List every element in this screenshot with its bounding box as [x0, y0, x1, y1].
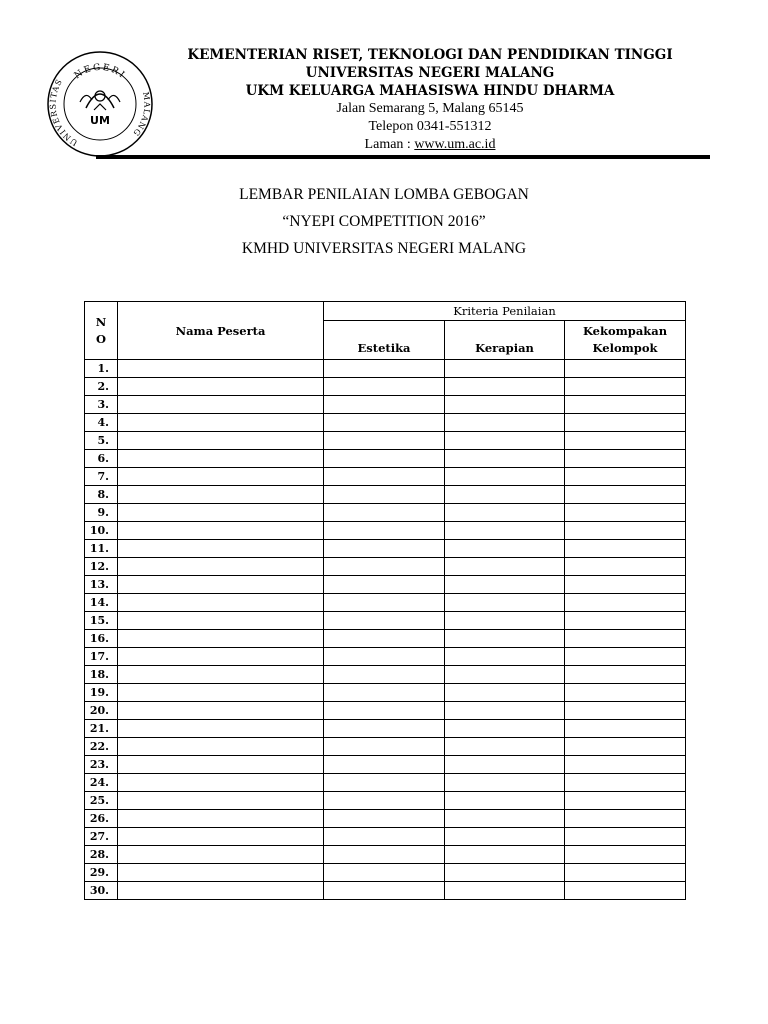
kerapian-cell[interactable] [445, 540, 565, 558]
estetika-cell[interactable] [324, 792, 445, 810]
kerapian-cell[interactable] [445, 432, 565, 450]
row-number: 2. [85, 378, 118, 396]
kekompakan-cell[interactable] [565, 864, 686, 882]
row-number: 14. [85, 594, 118, 612]
kekompakan-cell[interactable] [565, 522, 686, 540]
kerapian-cell[interactable] [445, 468, 565, 486]
kerapian-cell[interactable] [445, 630, 565, 648]
row-number: 8. [85, 486, 118, 504]
table-row [85, 504, 686, 522]
row-number: 12. [85, 558, 118, 576]
table-row [85, 558, 686, 576]
kerapian-cell[interactable] [445, 360, 565, 378]
table-row [85, 594, 686, 612]
letterhead [160, 46, 700, 154]
row-number: 10. [85, 522, 118, 540]
kekompakan-cell[interactable] [565, 414, 686, 432]
row-number: 19. [85, 684, 118, 702]
name-cell[interactable] [118, 756, 324, 774]
estetika-cell[interactable] [324, 522, 445, 540]
table-row [85, 414, 686, 432]
estetika-cell[interactable] [324, 468, 445, 486]
kerapian-cell[interactable] [445, 612, 565, 630]
document-titles [0, 181, 768, 262]
table-row [85, 540, 686, 558]
seal-center-text: UM [90, 114, 110, 127]
table-row [85, 522, 686, 540]
kerapian-cell[interactable] [445, 414, 565, 432]
seal-right-text: MALANG [130, 91, 152, 139]
estetika-cell[interactable] [324, 504, 445, 522]
estetika-cell[interactable] [324, 486, 445, 504]
name-cell[interactable] [118, 432, 324, 450]
kekompakan-cell[interactable] [565, 792, 686, 810]
estetika-cell[interactable] [324, 720, 445, 738]
name-cell[interactable] [118, 558, 324, 576]
kerapian-cell[interactable] [445, 684, 565, 702]
table-row [85, 684, 686, 702]
row-number: 25. [85, 792, 118, 810]
name-cell[interactable] [118, 576, 324, 594]
estetika-cell[interactable] [324, 756, 445, 774]
estetika-cell[interactable] [324, 576, 445, 594]
name-cell[interactable] [118, 684, 324, 702]
kekompakan-cell[interactable] [565, 810, 686, 828]
kekompakan-cell[interactable] [565, 360, 686, 378]
table-row [85, 468, 686, 486]
kerapian-cell[interactable] [445, 504, 565, 522]
kekompakan-cell[interactable] [565, 504, 686, 522]
svg-text:UNIVERSITAS [48, 77, 79, 147]
name-cell[interactable] [118, 630, 324, 648]
row-number: 30. [85, 882, 118, 900]
table-row [85, 630, 686, 648]
kekompakan-cell[interactable] [565, 540, 686, 558]
row-number: 20. [85, 702, 118, 720]
estetika-cell[interactable] [324, 648, 445, 666]
kekompakan-cell[interactable] [565, 378, 686, 396]
row-number: 26. [85, 810, 118, 828]
name-cell[interactable] [118, 810, 324, 828]
criteria-header: Kriteria Penilaian [324, 302, 686, 321]
kerapian-cell[interactable] [445, 594, 565, 612]
kekompakan-cell[interactable] [565, 774, 686, 792]
row-number: 23. [85, 756, 118, 774]
row-number: 5. [85, 432, 118, 450]
name-cell[interactable] [118, 378, 324, 396]
estetika-cell[interactable] [324, 702, 445, 720]
phone: Telepon 0341-551312 [368, 119, 492, 134]
kerapian-cell[interactable] [445, 486, 565, 504]
kekompakan-cell[interactable] [565, 594, 686, 612]
estetika-cell[interactable] [324, 612, 445, 630]
kekompakan-cell[interactable] [565, 648, 686, 666]
event-name: “NYEPI COMPETITION 2016” [282, 213, 486, 230]
table-row [85, 756, 686, 774]
row-number: 7. [85, 468, 118, 486]
website-link[interactable]: www.um.ac.id [414, 137, 496, 152]
table-row [85, 720, 686, 738]
kekompakan-cell[interactable] [565, 882, 686, 900]
row-number: 24. [85, 774, 118, 792]
row-number: 13. [85, 576, 118, 594]
table-row [85, 738, 686, 756]
kerapian-cell[interactable] [445, 774, 565, 792]
table-row [85, 828, 686, 846]
table-row [85, 792, 686, 810]
kekompakan-cell[interactable] [565, 468, 686, 486]
estetika-cell[interactable] [324, 378, 445, 396]
col-name-header: Nama Peserta [118, 302, 324, 360]
estetika-cell[interactable] [324, 414, 445, 432]
table-row [85, 396, 686, 414]
kekompakan-cell[interactable] [565, 396, 686, 414]
university-seal-icon [46, 50, 154, 158]
table-row [85, 378, 686, 396]
kerapian-cell[interactable] [445, 378, 565, 396]
name-cell[interactable] [118, 774, 324, 792]
table-row [85, 432, 686, 450]
row-number: 21. [85, 720, 118, 738]
seal-left-text: UNIVERSITAS [48, 77, 80, 148]
header-divider [96, 155, 710, 159]
table-row [85, 810, 686, 828]
kerapian-cell[interactable] [445, 666, 565, 684]
kekompakan-cell[interactable] [565, 666, 686, 684]
estetika-cell[interactable] [324, 450, 445, 468]
kekompakan-cell[interactable] [565, 846, 686, 864]
name-cell[interactable] [118, 468, 324, 486]
row-number: 16. [85, 630, 118, 648]
row-number: 29. [85, 864, 118, 882]
name-cell[interactable] [118, 522, 324, 540]
ministry-name: KEMENTERIAN RISET, TEKNOLOGI DAN PENDIDIKAN TINGGI [187, 47, 673, 63]
kerapian-cell[interactable] [445, 756, 565, 774]
name-cell[interactable] [118, 504, 324, 522]
row-number: 15. [85, 612, 118, 630]
kerapian-cell[interactable] [445, 810, 565, 828]
kerapian-cell[interactable] [445, 828, 565, 846]
estetika-cell[interactable] [324, 810, 445, 828]
kerapian-cell[interactable] [445, 738, 565, 756]
kekompakan-cell[interactable] [565, 828, 686, 846]
estetika-cell[interactable] [324, 828, 445, 846]
kerapian-cell[interactable] [445, 702, 565, 720]
table-row [85, 774, 686, 792]
row-number: 9. [85, 504, 118, 522]
kekompakan-cell[interactable] [565, 558, 686, 576]
name-cell[interactable] [118, 828, 324, 846]
table-row [85, 486, 686, 504]
row-number: 3. [85, 396, 118, 414]
estetika-cell[interactable] [324, 684, 445, 702]
name-cell[interactable] [118, 450, 324, 468]
table-row [85, 702, 686, 720]
row-number: 1. [85, 360, 118, 378]
estetika-cell[interactable] [324, 594, 445, 612]
row-number: 4. [85, 414, 118, 432]
kekompakan-cell[interactable] [565, 612, 686, 630]
name-cell[interactable] [118, 864, 324, 882]
kekompakan-cell[interactable] [565, 486, 686, 504]
table-row [85, 666, 686, 684]
kekompakan-cell[interactable] [565, 738, 686, 756]
kerapian-cell[interactable] [445, 792, 565, 810]
kekompakan-cell[interactable] [565, 684, 686, 702]
document-title: LEMBAR PENILAIAN LOMBA GEBOGAN [239, 186, 529, 203]
row-number: 6. [85, 450, 118, 468]
kerapian-cell[interactable] [445, 720, 565, 738]
row-number: 28. [85, 846, 118, 864]
table-row [85, 576, 686, 594]
name-cell[interactable] [118, 486, 324, 504]
name-cell[interactable] [118, 792, 324, 810]
table-row [85, 450, 686, 468]
kerapian-cell[interactable] [445, 576, 565, 594]
kerapian-cell[interactable] [445, 864, 565, 882]
name-cell[interactable] [118, 396, 324, 414]
table-row [85, 846, 686, 864]
scoring-table [84, 301, 686, 900]
estetika-cell[interactable] [324, 882, 445, 900]
col-kerapian-header: Kerapian [445, 321, 565, 360]
table-row [85, 612, 686, 630]
col-kekompakan-header: Kekompakan Kelompok [565, 321, 686, 360]
website-line [160, 136, 700, 154]
table-row [85, 360, 686, 378]
kekompakan-cell[interactable] [565, 756, 686, 774]
website-label: Laman : [364, 137, 415, 152]
estetika-cell[interactable] [324, 360, 445, 378]
row-number: 17. [85, 648, 118, 666]
svg-text:NEGERI [73, 63, 128, 81]
kerapian-cell[interactable] [445, 522, 565, 540]
kerapian-cell[interactable] [445, 396, 565, 414]
organization-name: UKM KELUARGA MAHASISWA HINDU DHARMA [245, 83, 615, 99]
estetika-cell[interactable] [324, 432, 445, 450]
name-cell[interactable] [118, 612, 324, 630]
table-row [85, 864, 686, 882]
university-name: UNIVERSITAS NEGERI MALANG [305, 65, 555, 81]
col-no-header: N O [85, 302, 118, 360]
estetika-cell[interactable] [324, 738, 445, 756]
name-cell[interactable] [118, 720, 324, 738]
name-cell[interactable] [118, 666, 324, 684]
row-number: 18. [85, 666, 118, 684]
organizer-name: KMHD UNIVERSITAS NEGERI MALANG [241, 240, 527, 257]
seal-top-text: NEGERI [72, 62, 128, 82]
row-number: 22. [85, 738, 118, 756]
estetika-cell[interactable] [324, 864, 445, 882]
estetika-cell[interactable] [324, 558, 445, 576]
kekompakan-cell[interactable] [565, 720, 686, 738]
name-cell[interactable] [118, 540, 324, 558]
table-row [85, 882, 686, 900]
name-cell[interactable] [118, 702, 324, 720]
kerapian-cell[interactable] [445, 648, 565, 666]
name-cell[interactable] [118, 360, 324, 378]
kerapian-cell[interactable] [445, 558, 565, 576]
name-cell[interactable] [118, 882, 324, 900]
kekompakan-cell[interactable] [565, 702, 686, 720]
estetika-cell[interactable] [324, 540, 445, 558]
col-estetika-header: Estetika [324, 321, 445, 360]
estetika-cell[interactable] [324, 630, 445, 648]
kekompakan-cell[interactable] [565, 576, 686, 594]
kekompakan-cell[interactable] [565, 432, 686, 450]
name-cell[interactable] [118, 648, 324, 666]
name-cell[interactable] [118, 846, 324, 864]
kerapian-cell[interactable] [445, 882, 565, 900]
estetika-cell[interactable] [324, 774, 445, 792]
kekompakan-cell[interactable] [565, 450, 686, 468]
estetika-cell[interactable] [324, 396, 445, 414]
kerapian-cell[interactable] [445, 450, 565, 468]
name-cell[interactable] [118, 738, 324, 756]
row-number: 27. [85, 828, 118, 846]
name-cell[interactable] [118, 594, 324, 612]
kerapian-cell[interactable] [445, 846, 565, 864]
table-row [85, 648, 686, 666]
estetika-cell[interactable] [324, 666, 445, 684]
address: Jalan Semarang 5, Malang 65145 [336, 101, 524, 116]
estetika-cell[interactable] [324, 846, 445, 864]
kekompakan-cell[interactable] [565, 630, 686, 648]
name-cell[interactable] [118, 414, 324, 432]
row-number: 11. [85, 540, 118, 558]
